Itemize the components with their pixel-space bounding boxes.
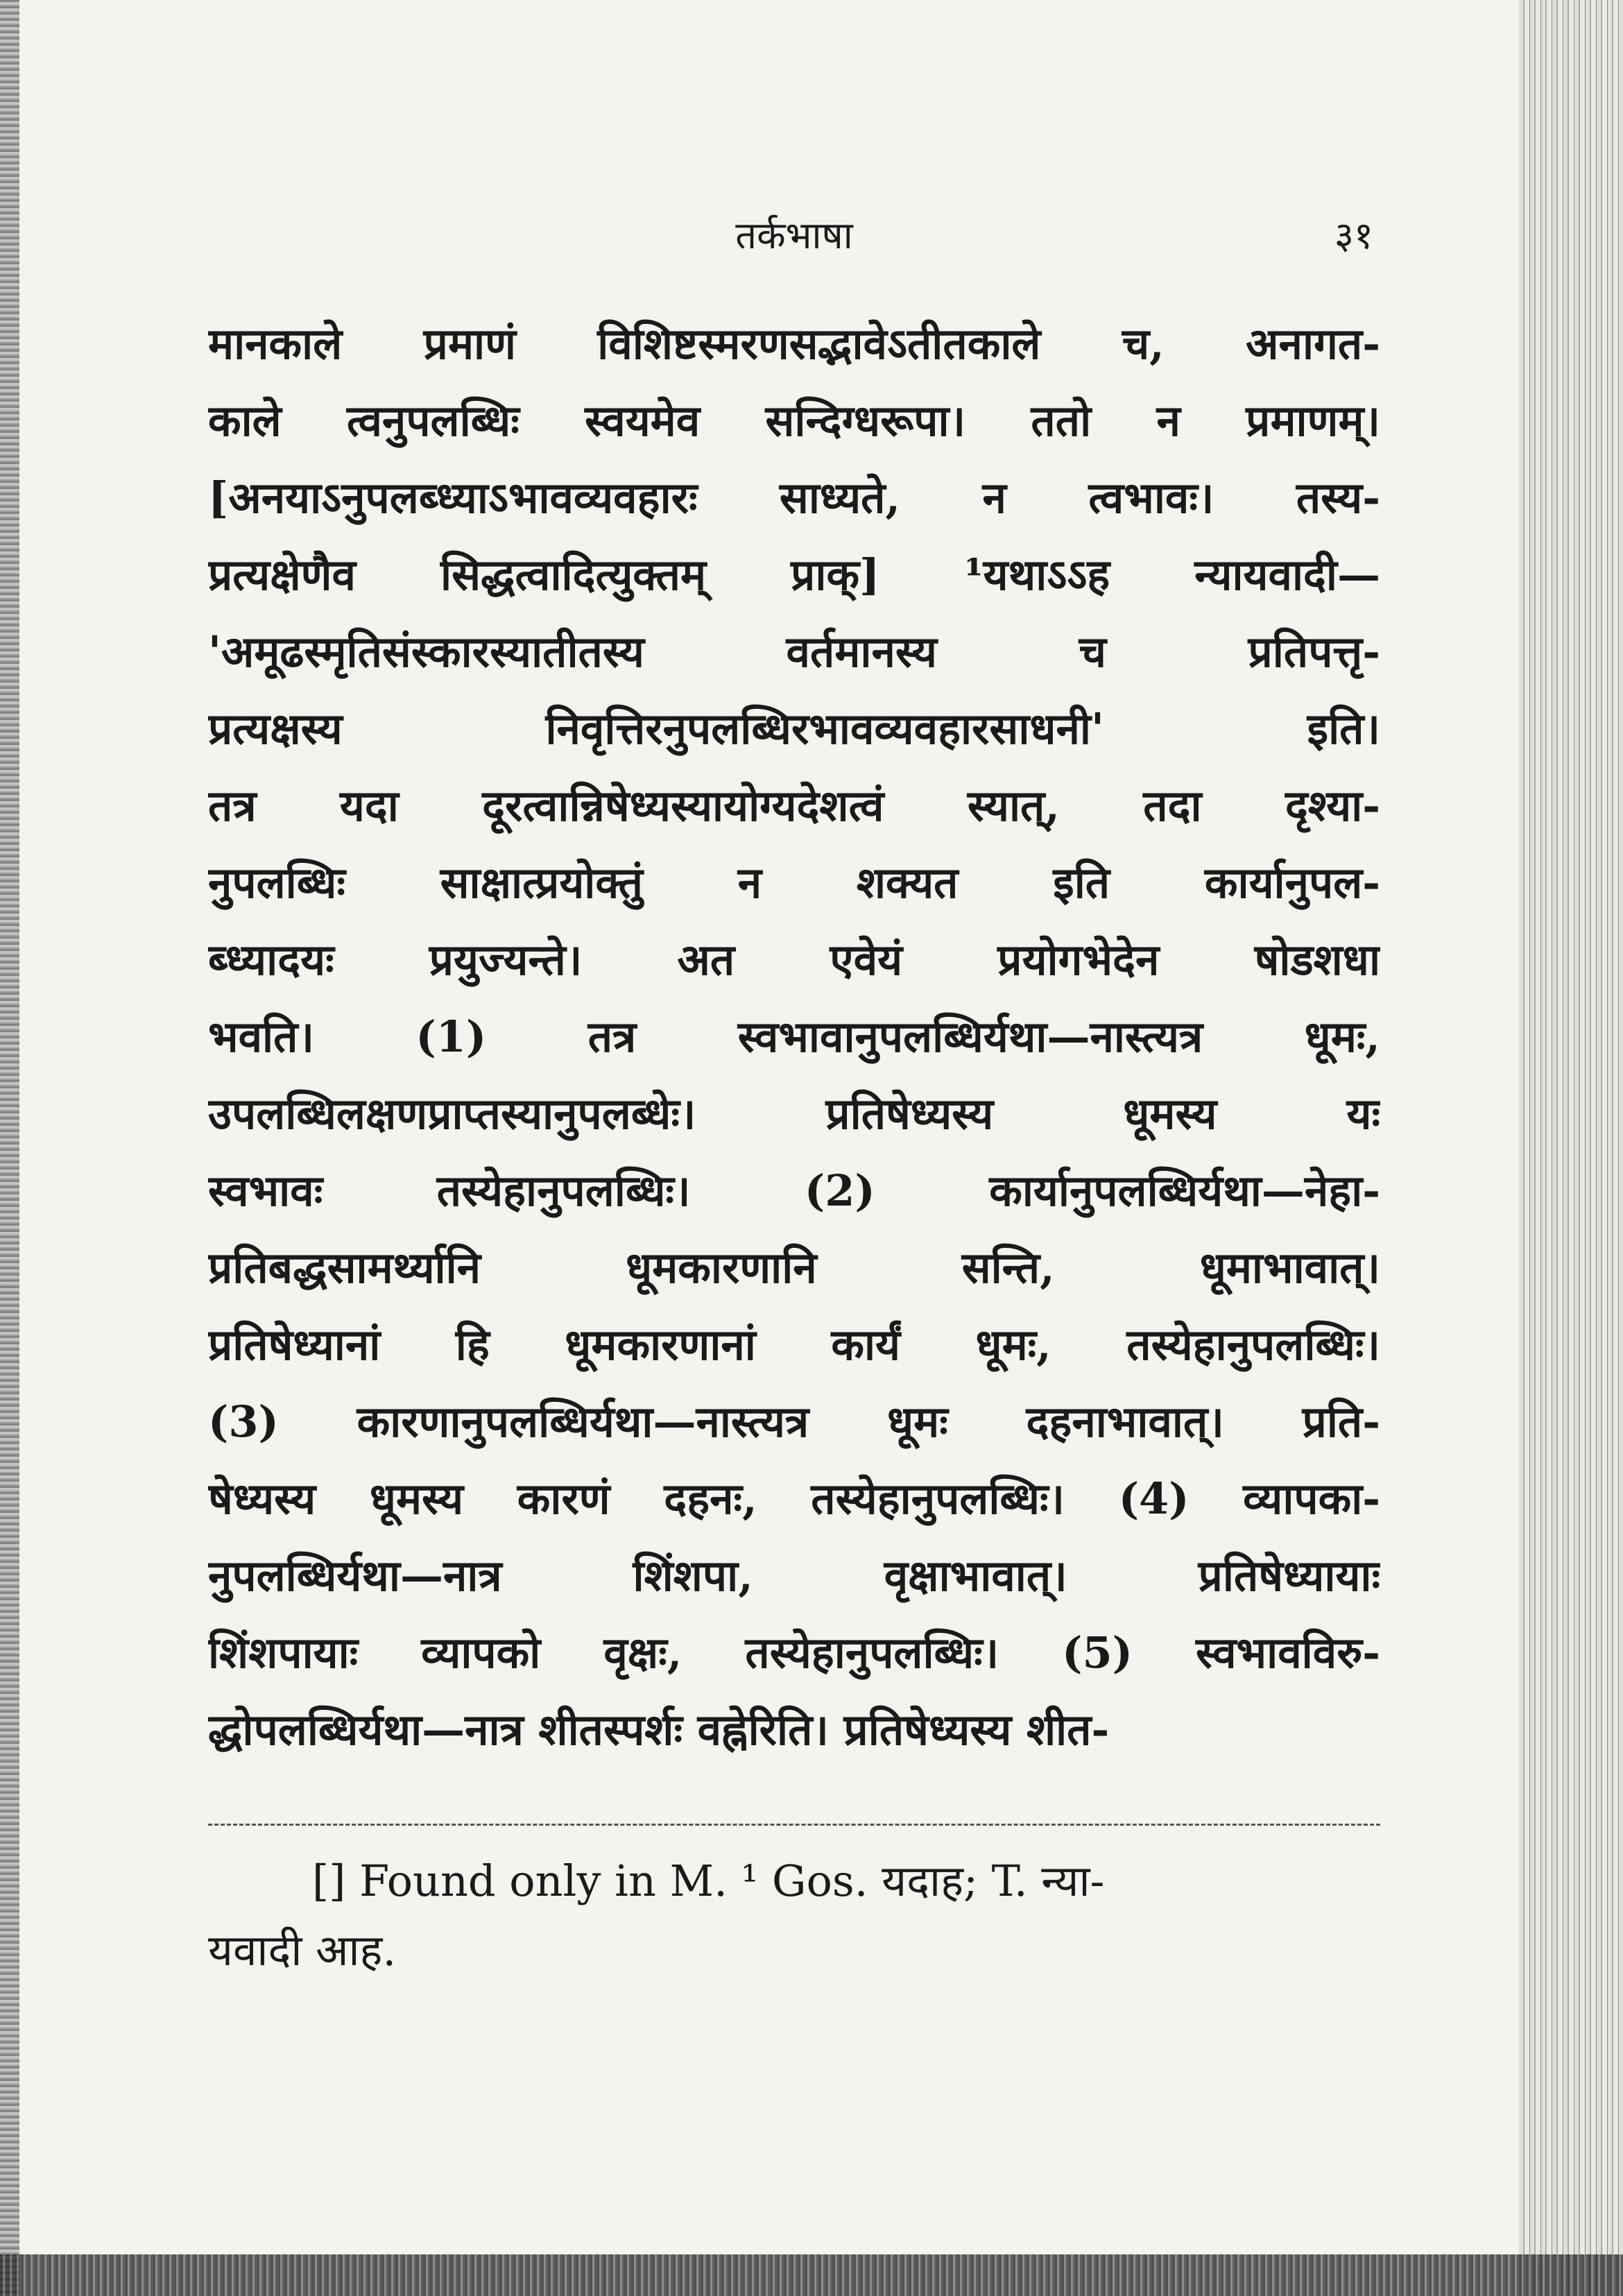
footnote-line: यवादी आह.: [208, 1925, 397, 1976]
scan-edge-right: [1519, 0, 1623, 2296]
page-header: [208, 201, 1380, 264]
text-line: प्रतिबद्धसामर्थ्यानि धूमकारणानि सन्ति, धूमाभावात्।: [208, 1242, 1380, 1293]
text-line: 'अमूढस्मृतिसंस्कारस्यातीतस्य वर्तमानस्य च प्रतिपत्तृ-: [208, 626, 1380, 677]
text-line: भवति। (1) तत्र स्वभावानुपलब्धिर्यथा—नास्त्यत्र धूमः,: [208, 1011, 1380, 1062]
text-line: ब्ध्यादयः प्रयुज्यन्ते। अत एवेयं प्रयोगभेदेन षोडशधा: [208, 934, 1380, 985]
text-line: [अनयाऽनुपलब्ध्याऽभावव्यवहारः साध्यते, न त्वभावः। तस्य-: [208, 472, 1380, 523]
text-line: प्रत्यक्षस्य निवृत्तिरनुपलब्धिरभावव्यवहारसाधनी' इति।: [208, 703, 1380, 754]
text-line: नुपलब्धिर्यथा—नात्र शिंशपा, वृक्षाभावात्। प्रतिषेध्यायाः: [208, 1550, 1380, 1601]
text-line: प्रतिषेध्यानां हि धूमकारणानां कार्यं धूमः, तस्येहानुपलब्धिः।: [208, 1319, 1380, 1370]
text-line: द्धोपलब्धिर्यथा—नात्र शीतस्पर्शः वह्नेरिति। प्रतिषेध्यस्य शीत-: [208, 1704, 1110, 1755]
text-line: मानकाले प्रमाणं विशिष्टस्मरणसद्भावेऽतीतकाले च, अनागत-: [208, 318, 1380, 369]
body-text: [208, 305, 1380, 1768]
text-line: षेध्यस्य धूमस्य कारणं दहनः, तस्येहानुपलब्धिः। (4) व्यापका-: [208, 1473, 1380, 1524]
text-line: स्वभावः तस्येहानुपलब्धिः। (2) कार्यानुपलब्धिर्यथा—नेहा-: [208, 1165, 1380, 1216]
text-line: तत्र यदा दूरत्वान्निषेध्यस्यायोग्यदेशत्वं स्यात्, तदा दृश्या-: [208, 780, 1380, 831]
text-line: शिंशपायाः व्यापको वृक्षः, तस्येहानुपलब्धिः। (5) स्वभावविरु-: [208, 1627, 1380, 1678]
text-line: नुपलब्धिः साक्षात्प्रयोक्तुं न शक्यत इति कार्यानुपल-: [208, 857, 1380, 908]
footnote: [208, 1847, 1380, 1985]
page-number: ३१: [1334, 214, 1373, 257]
text-line: उपलब्धिलक्षणप्राप्तस्यानुपलब्धेः। प्रतिषेध्यस्य धूमस्य यः: [208, 1088, 1380, 1139]
book-page: [208, 201, 1380, 1985]
scan-edge-left: [0, 0, 19, 2296]
scan-edge-bottom: [0, 2254, 1623, 2296]
text-line: प्रत्यक्षेणैव सिद्धत्वादित्युक्तम् प्राक्] ¹यथाऽऽह न्यायवादी—: [208, 549, 1380, 600]
text-line: काले त्वनुपलब्धिः स्वयमेव सन्दिग्धरूपा। ततो न प्रमाणम्।: [208, 395, 1380, 446]
footnote-line: [] Found only in M. ¹ Gos. यदाह; T. न्या-: [312, 1856, 1105, 1906]
text-line: (3) कारणानुपलब्धिर्यथा—नास्त्यत्र धूमः दहनाभावात्। प्रति-: [208, 1396, 1380, 1447]
running-title: तर्कभाषा: [735, 214, 853, 257]
footnote-divider: [208, 1824, 1380, 1826]
